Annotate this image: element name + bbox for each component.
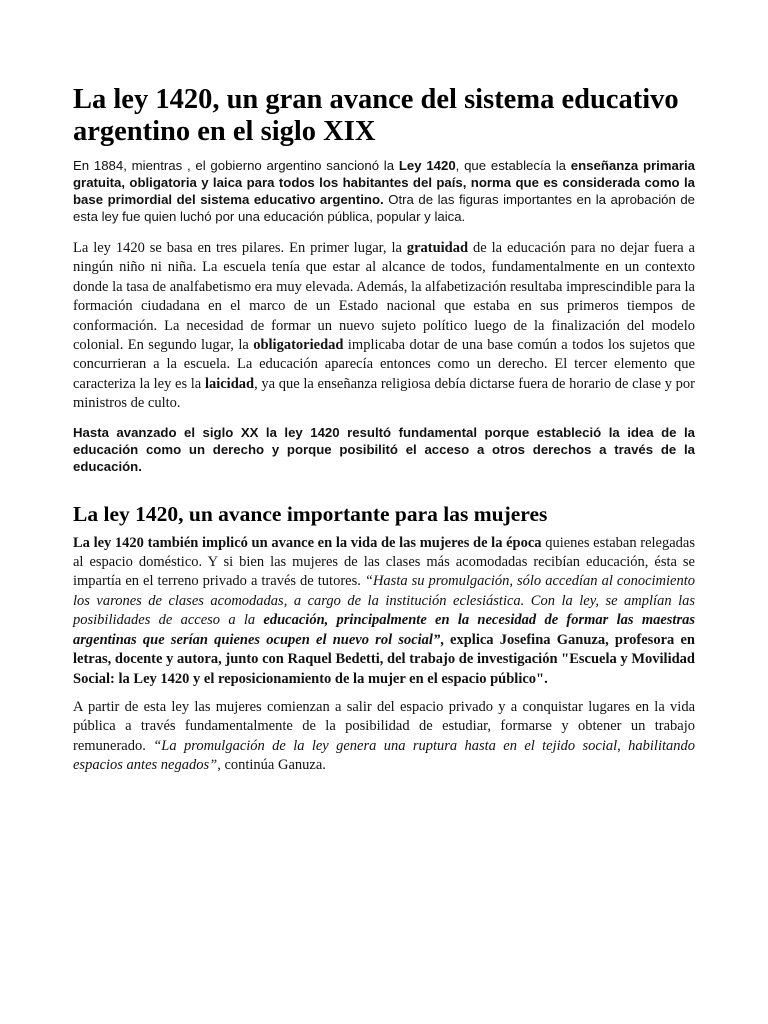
section-heading: La ley 1420, un avance importante para las mujeres <box>73 501 548 526</box>
pillars-paragraph <box>73 239 695 414</box>
text-run: de la educación para no dejar fuera a ningún niño ni niña. La escuela tenía que estar al alcance de todos, fundamentalmente en un contexto donde la tasa de analfabetismo era muy elevada. Además, la alfabetización resultaba imprescindible para la formación ciudadana en el marco de un Estado nacional que estaba en sus primeros tiempos de conformación. La necesidad de formar un nuevo sujeto político luego de la finalización del modelo colonial. En segundo lugar, la <box>73 240 695 354</box>
text-run: La ley 1420 se basa en tres pilares. En primer lugar, la <box>73 240 407 256</box>
text-run: quienes estaban relegadas al espacio doméstico. Y si bien las mujeres de las clases más acomodadas recibían educación, ésta se impartía en el terreno privado a través de tutores. <box>73 534 696 590</box>
text-run: A partir de esta ley las mujeres comienzan a salir del espacio privado y a conquistar lugares en la vida pública a través fundamentalmente de la posibilidad de estudiar, formarse y obtener un trabajo remunerado. <box>73 698 695 754</box>
conclusion-paragraph <box>73 424 695 475</box>
bold-run: , explica Josefina Ganuza, profesora en letras, docente y autora, junto con Raquel Bedetti, del trabajo de investigación "Escuela y Movilidad Social: la Ley 1420 y el reposicionamiento de la mujer en el espacio público". <box>73 631 695 687</box>
text-run: , ya que la enseñanza religiosa debía dictarse fuera de horario de clase y por ministros de culto. <box>73 375 695 412</box>
italic-quote: “La promulgación de la ley genera una ruptura hasta en el tejido social, habilitando espacios antes negados” <box>73 737 696 774</box>
bold-run: gratuidad <box>406 240 469 256</box>
bold-italic-quote: educación, principalmente en la necesidad de formar las maestras argentinas que serían quienes ocupen el nuevo rol social” <box>73 612 695 648</box>
page-title: La ley 1420, un gran avance del sistema educativo argentino en el siglo XIX <box>73 84 679 147</box>
text-run: implicaba dotar de una base común a todos los sujetos que concurrieran a la escuela. La educación aparecía entonces como un derecho. El tercer elemento que caracteriza la ley es la <box>73 337 695 392</box>
bold-run: Hasta avanzado el siglo XX la ley 1420 resultó fundamental porque estableció la idea de la educación como un derecho y porque posibilitó el acceso a otros derechos a través de la educación. <box>73 424 695 474</box>
text-run: En 1884, mientras , el gobierno argentino sancionó la <box>73 158 399 173</box>
italic-quote: “Hasta su promulgación, sólo accedían al conocimiento los varones de clases acomodadas, a cargo de la institución eclesiástica. Con la ley, se amplían las posibilidades de acceso a la <box>73 573 695 629</box>
bold-run: obligatoriedad <box>253 337 344 354</box>
intro-paragraph <box>73 157 695 225</box>
text-run: Otra de las figuras importantes en la aprobación de esta ley fue quien luchó por una educación pública, popular y laica. <box>73 192 695 224</box>
bold-run: laicidad <box>204 375 255 392</box>
article-body <box>73 84 695 776</box>
text-run: , que establecía la <box>455 158 571 173</box>
text-run: , continúa Ganuza. <box>217 757 326 774</box>
bold-run: La ley 1420 también implicó un avance en la vida de las mujeres de la época <box>73 534 542 551</box>
closing-paragraph <box>73 698 695 776</box>
bold-run: enseñanza primaria gratuita, obligatoria y laica para todos los habitantes del país, norma que es considerada como la base primordial del sistema educativo argentino. <box>73 158 695 207</box>
women-paragraph <box>73 534 695 689</box>
bold-run: Ley 1420 <box>398 158 456 173</box>
